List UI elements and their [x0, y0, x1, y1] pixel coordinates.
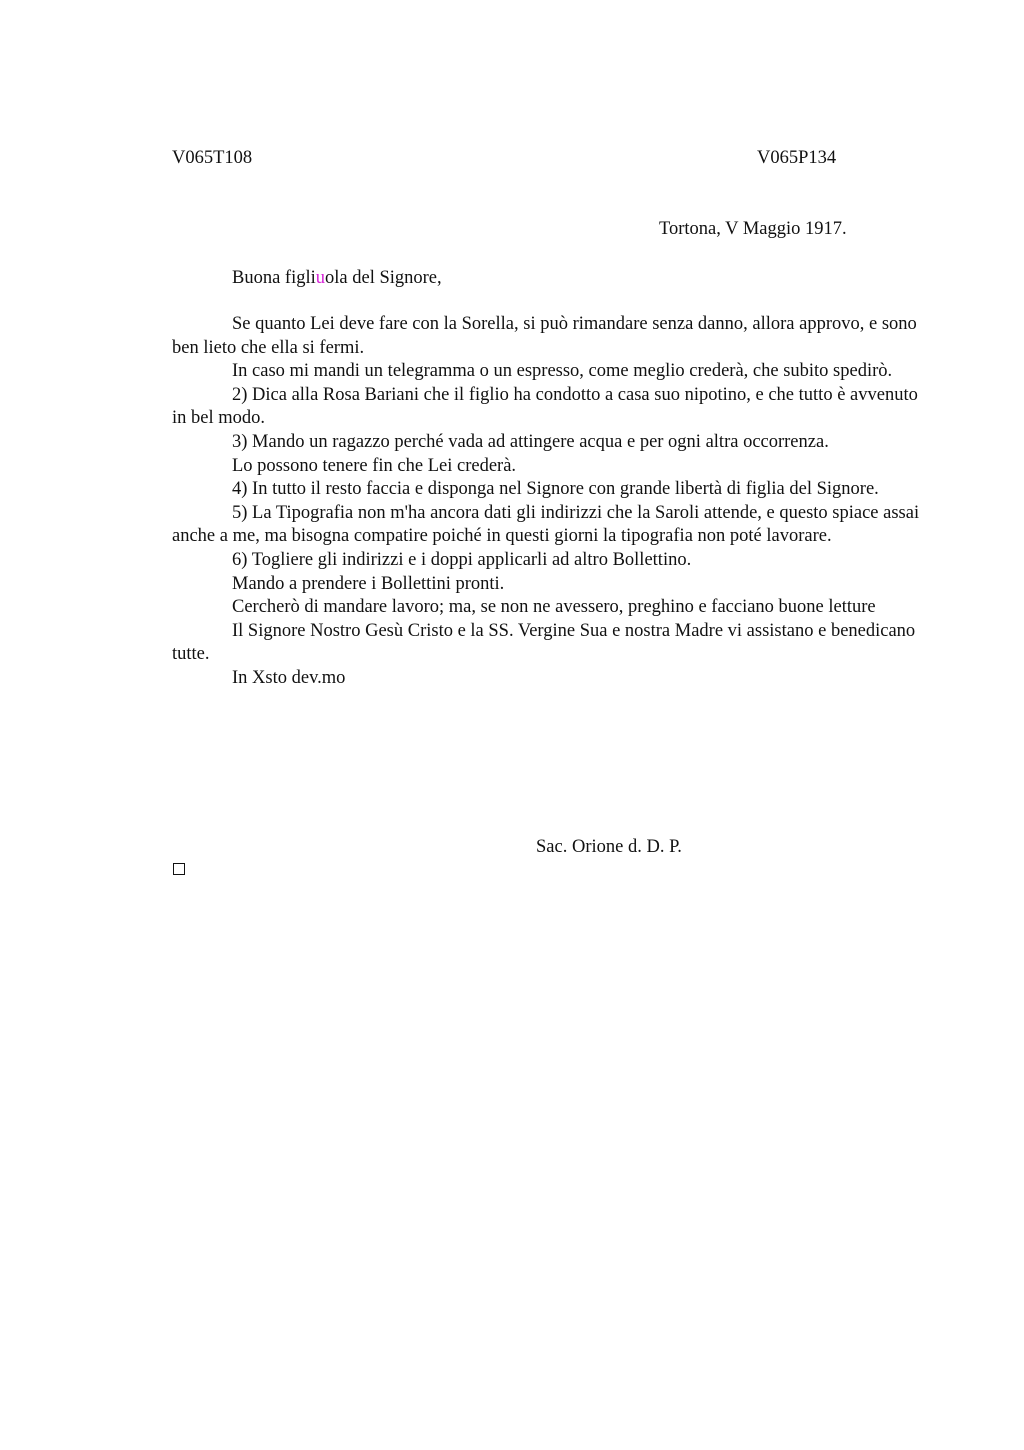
salutation-highlighted-letter: u — [315, 268, 326, 288]
paragraph: 2) Dica alla Rosa Bariani che il figlio ha condotto a casa suo nipotino, e che tutto è avvenuto in bel modo. — [172, 384, 918, 429]
paragraph: Lo possono tenere fin che Lei crederà. — [232, 455, 517, 476]
letter-date: Tortona, V Maggio 1917. — [659, 219, 847, 239]
paragraph: 6) Togliere gli indirizzi e i doppi applicarli ad altro Bollettino. — [232, 549, 692, 570]
letter-body — [172, 313, 932, 691]
paragraph: In caso mi mandi un telegramma o un espresso, come meglio crederà, che subito spedirò. — [232, 361, 893, 382]
paragraph: Mando a prendere i Bollettini pronti. — [232, 573, 505, 594]
salutation-part-after: ola del Signore, — [325, 268, 442, 288]
salutation-part-before: Buona figli — [232, 268, 316, 288]
reference-code-left: V065T108 — [172, 148, 253, 168]
paragraph: 5) La Tipografia non m'ha ancora dati gli indirizzi che la Saroli attende, e questo spiace assai anche a me, ma bisogna compatire poiché in questi giorni la tipografia non poté lavorare. — [172, 502, 920, 547]
letter-salutation — [232, 266, 442, 290]
empty-checkbox-glyph — [173, 863, 185, 875]
paragraph: In Xsto dev.mo — [232, 667, 346, 688]
paragraph: Cercherò di mandare lavoro; ma, se non ne avessero, preghino e facciano buone letture — [232, 597, 876, 618]
reference-code-right: V065P134 — [757, 148, 837, 168]
paragraph: 3) Mando un ragazzo perché vada ad attingere acqua e per ogni altra occorrenza. — [232, 431, 829, 452]
letter-signature: Sac. Orione d. D. P. — [536, 837, 682, 857]
paragraph: Se quanto Lei deve fare con la Sorella, si può rimandare senza danno, allora approvo, e sono ben lieto che ella si fermi. — [172, 314, 917, 358]
paragraph: Il Signore Nostro Gesù Cristo e la SS. Vergine Sua e nostra Madre vi assistano e benedicano tutte. — [172, 620, 916, 665]
paragraph: 4) In tutto il resto faccia e disponga nel Signore con grande libertà di figlia del Signore. — [232, 479, 879, 500]
